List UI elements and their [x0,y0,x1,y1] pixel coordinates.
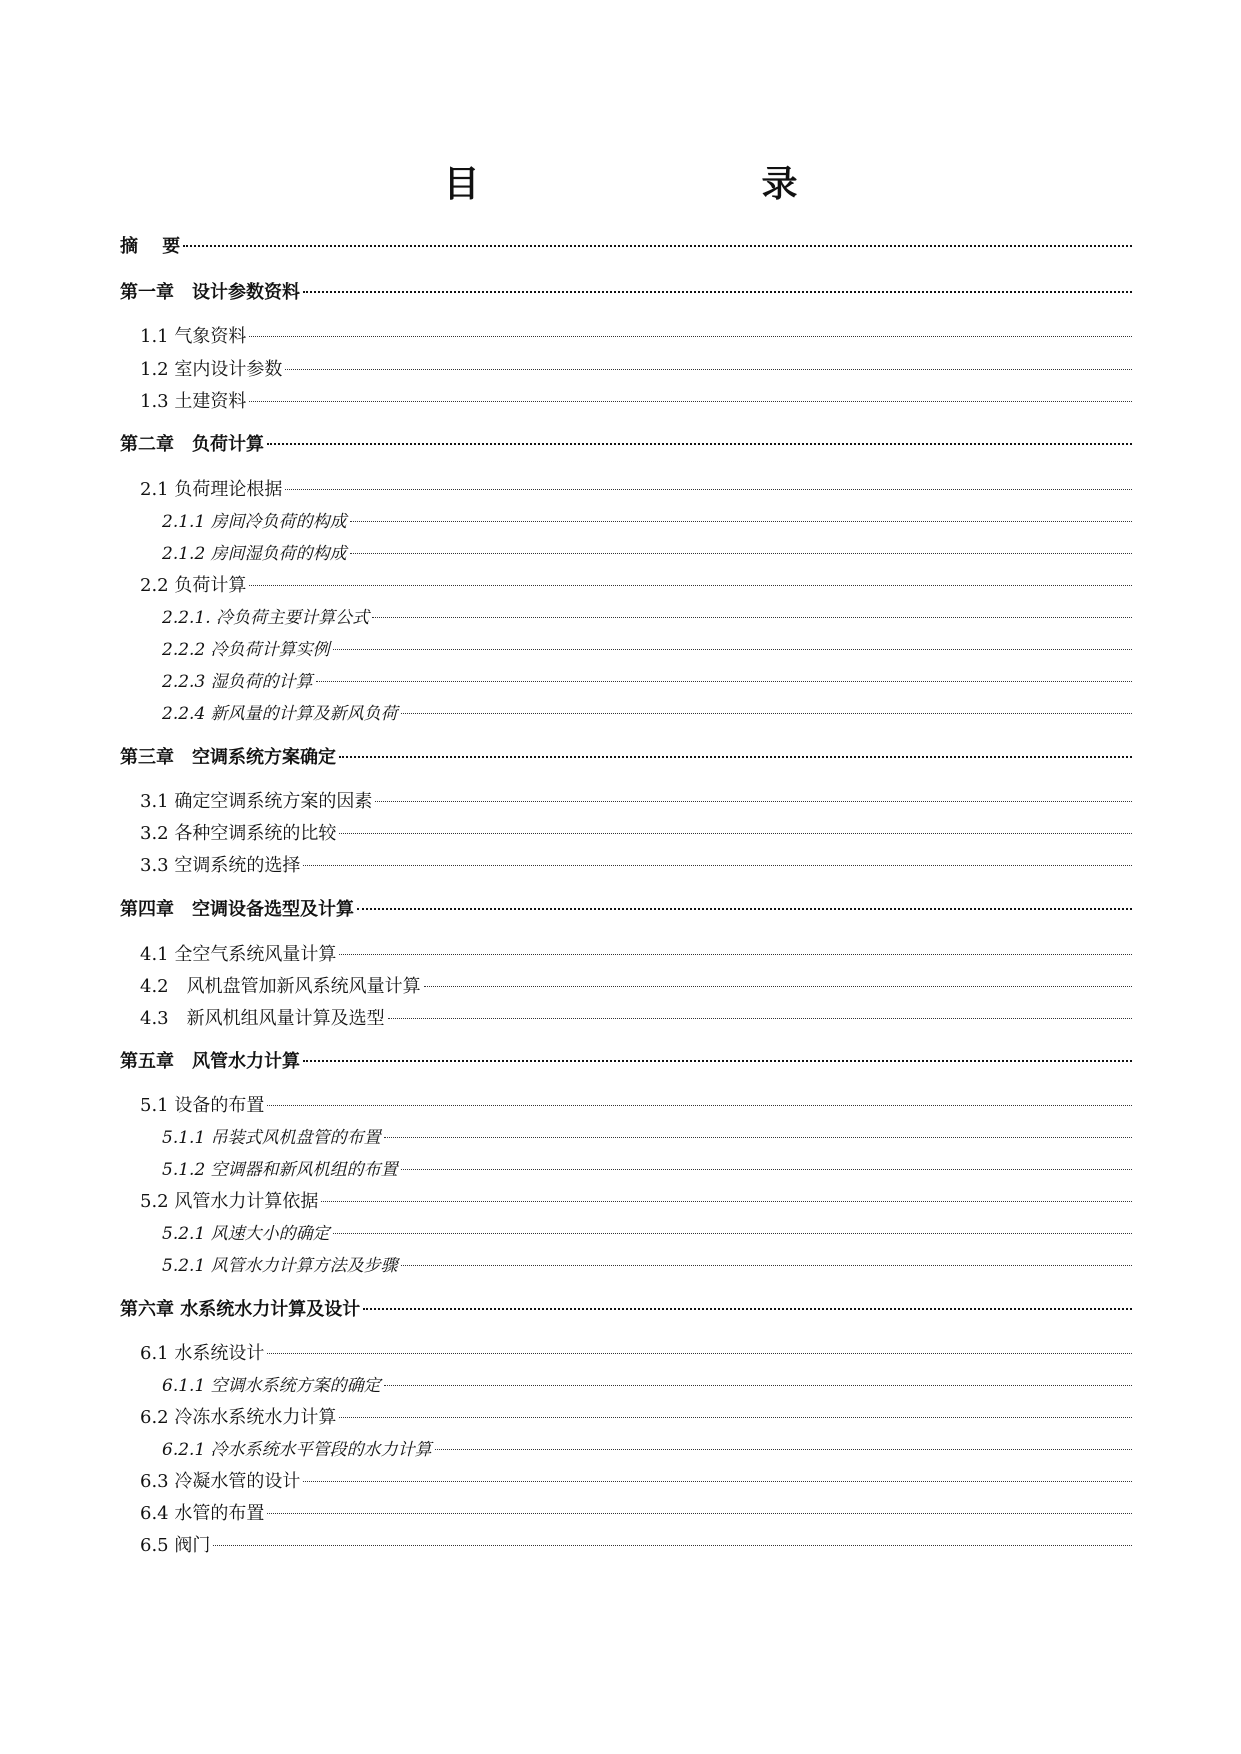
dot-leader [249,336,1132,337]
toc-entry-label: 3.1 确定空调系统方案的因素 [140,791,373,812]
toc-section-entry[interactable] [120,1467,1132,1497]
toc-entry-label: 摘 要 [120,236,181,257]
dot-leader [372,617,1132,618]
dot-leader [388,1018,1132,1019]
dot-leader [285,489,1132,490]
toc-entry-label: 5.1.2 空调器和新风机组的布置 [162,1160,398,1180]
toc-entry-label: 5.1 设备的布置 [140,1095,265,1116]
toc-entry-label: 2.2.3 湿负荷的计算 [162,672,313,692]
dot-leader [303,1481,1132,1482]
toc-entry-label: 第六章 水系统水力计算及设计 [120,1299,361,1320]
dot-leader [267,1105,1132,1106]
toc-entry-label: 2.2.1. 冷负荷主要计算公式 [162,608,370,628]
dot-leader [401,1265,1132,1266]
toc-subsection-entry[interactable] [120,1123,1132,1153]
toc-entry-label: 4.3 新风机组风量计算及选型 [140,1008,385,1029]
toc-entry-label: 5.2 风管水力计算依据 [140,1191,319,1212]
page-title: 目 录 [443,164,868,205]
dot-leader [339,1417,1132,1418]
toc-entry-label: 1.3 土建资料 [140,391,247,412]
toc-section-entry[interactable] [120,1091,1132,1121]
toc-entry-label: 6.1.1 空调水系统方案的确定 [162,1376,381,1396]
toc-entry-label: 2.1.1 房间冷负荷的构成 [162,512,347,532]
toc-entry-label: 6.4 水管的布置 [140,1503,265,1524]
toc-section-entry[interactable] [120,972,1132,1002]
toc-subsection-entry[interactable] [120,1155,1132,1185]
toc-chapter-entry[interactable] [120,232,1132,262]
toc-section-entry[interactable] [120,1004,1132,1034]
dot-leader [363,1308,1132,1310]
dot-leader [267,1513,1132,1514]
toc-section-entry[interactable] [120,851,1132,881]
toc-entry-label: 4.2 风机盘管加新风系统风量计算 [140,976,421,997]
toc-entry-label: 6.5 阀门 [140,1535,211,1556]
dot-leader [401,1169,1132,1170]
dot-leader [249,401,1132,402]
toc-entry-label: 3.3 空调系统的选择 [140,855,301,876]
toc-chapter-entry[interactable] [120,895,1132,925]
dot-leader [249,585,1132,586]
dot-leader [339,954,1132,955]
toc-entry-label: 第四章 空调设备选型及计算 [120,899,354,920]
toc-section-entry[interactable] [120,940,1132,970]
dot-leader [375,801,1132,802]
toc-subsection-entry[interactable] [120,539,1132,569]
toc-subsection-entry[interactable] [120,1435,1132,1465]
dot-leader [303,865,1132,866]
dot-leader [333,1233,1132,1234]
dot-leader [213,1545,1132,1546]
toc-entry-label: 2.2.4 新风量的计算及新风负荷 [162,704,398,724]
toc-subsection-entry[interactable] [120,1251,1132,1281]
toc-entry-label: 1.2 室内设计参数 [140,359,283,380]
toc-section-entry[interactable] [120,355,1132,385]
dot-leader [303,291,1132,293]
dot-leader [339,756,1132,758]
toc-entry-label: 2.1.2 房间湿负荷的构成 [162,544,347,564]
toc-chapter-entry[interactable] [120,278,1132,308]
toc-entry-label: 5.1.1 吊装式风机盘管的布置 [162,1128,381,1148]
dot-leader [267,443,1132,445]
toc-entry-label: 6.2.1 冷水系统水平管段的水力计算 [162,1440,432,1460]
toc-subsection-entry[interactable] [120,507,1132,537]
toc-entry-label: 第二章 负荷计算 [120,434,264,455]
toc-entry-label: 5.2.1 风管水力计算方法及步骤 [162,1256,398,1276]
toc-section-entry[interactable] [120,475,1132,505]
toc-chapter-entry[interactable] [120,430,1132,460]
toc-section-entry[interactable] [120,1499,1132,1529]
dot-leader [316,681,1132,682]
toc-entry-label: 3.2 各种空调系统的比较 [140,823,337,844]
toc-entry-label: 2.1 负荷理论根据 [140,479,283,500]
dot-leader [267,1353,1132,1354]
toc-section-entry[interactable] [120,1403,1132,1433]
toc-entry-label: 第五章 风管水力计算 [120,1051,300,1072]
toc-subsection-entry[interactable] [120,1219,1132,1249]
toc-section-entry[interactable] [120,571,1132,601]
toc-section-entry[interactable] [120,787,1132,817]
dot-leader [339,833,1132,834]
toc-section-entry[interactable] [120,1339,1132,1369]
toc-entry-label: 2.2 负荷计算 [140,575,247,596]
dot-leader [435,1449,1132,1450]
dot-leader [183,245,1132,247]
toc-chapter-entry[interactable] [120,743,1132,773]
toc-entry-label: 4.1 全空气系统风量计算 [140,944,337,965]
toc-subsection-entry[interactable] [120,699,1132,729]
toc-entry-label: 第一章 设计参数资料 [120,282,300,303]
dot-leader [424,986,1132,987]
toc-subsection-entry[interactable] [120,667,1132,697]
dot-leader [333,649,1132,650]
toc-section-entry[interactable] [120,322,1132,352]
toc-section-entry[interactable] [120,387,1132,417]
dot-leader [285,369,1132,370]
toc-entry-label: 6.2 冷冻水系统水力计算 [140,1407,337,1428]
dot-leader [401,713,1132,714]
toc-entry-label: 第三章 空调系统方案确定 [120,747,336,768]
dot-leader [350,553,1132,554]
toc-chapter-entry[interactable] [120,1295,1132,1325]
toc-section-entry[interactable] [120,1187,1132,1217]
toc-chapter-entry[interactable] [120,1047,1132,1077]
toc-entry-label: 1.1 气象资料 [140,326,247,347]
toc-subsection-entry[interactable] [120,603,1132,633]
toc-section-entry[interactable] [120,1531,1132,1561]
dot-leader [303,1060,1132,1062]
toc-entry-label: 6.3 冷凝水管的设计 [140,1471,301,1492]
dot-leader [357,908,1132,910]
toc-entry-label: 6.1 水系统设计 [140,1343,265,1364]
dot-leader [384,1385,1132,1386]
toc-entry-label: 2.2.2 冷负荷计算实例 [162,640,330,660]
toc-entry-label: 5.2.1 风速大小的确定 [162,1224,330,1244]
dot-leader [384,1137,1132,1138]
dot-leader [321,1201,1132,1202]
toc-subsection-entry[interactable] [120,635,1132,665]
toc-section-entry[interactable] [120,819,1132,849]
toc-subsection-entry[interactable] [120,1371,1132,1401]
dot-leader [350,521,1132,522]
